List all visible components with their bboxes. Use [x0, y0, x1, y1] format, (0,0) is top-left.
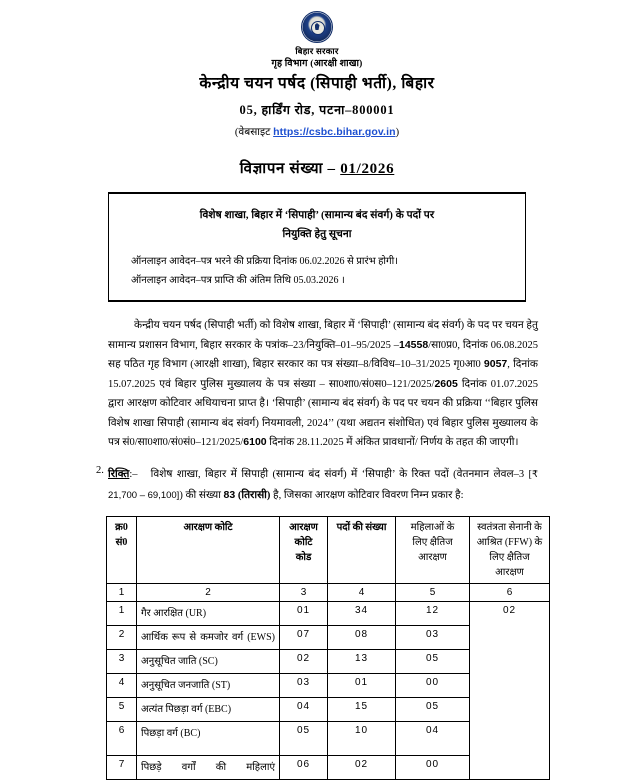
row-category: अनुसूचित जाति (SC): [137, 650, 280, 674]
table-column-number-row: [107, 584, 550, 602]
colnum-2: 2: [137, 584, 280, 602]
para1-segment-e: दिनांक 28.11.2025 में अंकित प्रावधानों/ निर्णय के तहत की जाएगी।: [266, 437, 519, 448]
website-close-paren: ): [395, 127, 400, 138]
row-serial: 5: [107, 698, 137, 722]
row-posts: 10: [328, 722, 396, 756]
header-reservation-category: आरक्षण कोटि: [137, 517, 280, 584]
row-category: पिछड़ा वर्ग (BC): [137, 722, 280, 756]
para2-segment-b: ) की संख्या: [179, 489, 224, 501]
row-category: अत्यंत पिछड़ा वर्ग (EBC): [137, 698, 280, 722]
para2-segment-a: विशेष शाखा, बिहार में सिपाही (सामान्य बंद संवर्ग) में ‘सिपाही’ के रिक्त पदों (वेतनमान लेवल–3 [: [150, 468, 532, 480]
row-category: अनुसूचित जनजाति (ST): [137, 674, 280, 698]
row-posts: 34: [328, 602, 396, 626]
header-women-line-2: लिए क्षैतिज: [412, 537, 453, 548]
paragraph-two-wrapper: [96, 464, 539, 506]
row-code: 06: [280, 756, 328, 780]
row-serial: 4: [107, 674, 137, 698]
colnum-1: 1: [107, 584, 137, 602]
para1-segment-c: , दिनांक 15.07.2025 एवं बिहार पुलिस मुख्यालय के पत्र संख्या – सा0शा0/सं0स0–121/2025/: [108, 359, 538, 390]
vacancy-table-wrapper: [106, 516, 543, 780]
emblem-core-shape: [315, 23, 320, 30]
para2-segment-c: है, जिसका आरक्षण कोटिवार विवरण निम्न प्रकार है:: [270, 489, 464, 501]
row-code: 03: [280, 674, 328, 698]
header-code-line-2: कोटि: [294, 537, 313, 548]
row-women: 05: [396, 698, 470, 722]
colnum-5: 5: [396, 584, 470, 602]
advertisement-value: 01/2026: [340, 161, 395, 177]
para1-letter-number-3: 2605: [434, 377, 458, 390]
department-name: गृह विभाग (आरक्षी शाखा): [271, 59, 363, 69]
vacancy-dash: :–: [129, 468, 138, 480]
notice-start-date-line: ऑनलाइन आवेदन–पत्र भरने की प्रक्रिया दिनांक 06.02.2026 से प्रारंभ होगी।: [131, 256, 399, 267]
row-posts: 02: [328, 756, 396, 780]
pay-scale-value: ₹ 21,700 – 69,100]: [108, 468, 539, 501]
header-women-line-3: आरक्षण: [418, 552, 447, 563]
para1-segment-d: दिनांक 01.07.2025 द्वारा आरक्षण कोटिवार अधियाचना प्राप्त है। ‘सिपाही’ (सामान्य बंद संवर्ग) के पद पर चयन की प्रक्रिया ‘‘बिहार पुलिस विशेष शाखा सिपाही (सामान्य बंद संवर्ग) नियमावली, 2024’’ (यथा अद्यतन संशोधित) एवं बिहार पुलिस मुख्यालय के पत्र सं0/सा0शा0/सं0सं0–121/2025/: [108, 378, 539, 448]
notice-end-date-line: ऑनलाइन आवेदन–पत्र प्राप्ति की अंतिम तिथि 05.03.2026 ।: [131, 275, 345, 286]
table-row: [107, 602, 550, 626]
advertisement-label: विज्ञापन संख्या –: [239, 161, 336, 177]
header-code-line-3: कोड: [295, 552, 312, 563]
para1-segment-a: केन्द्रीय चयन पर्षद (सिपाही भर्ती) को विशेष शाखा, बिहार में ‘सिपाही’ (सामान्य बंद संवर्ग) के पद पर चयन हेतु सामान्य प्रशासन विभाग, बिहार सरकार के पत्रांक–23/नियुक्ति–01–95/2025 –: [108, 320, 538, 351]
row-category: गैर आरक्षित (UR): [137, 602, 280, 626]
header-ffw-line-1: स्वतंत्रता सेनानी के: [477, 522, 542, 533]
colnum-6: 6: [470, 584, 550, 602]
row-posts: 15: [328, 698, 396, 722]
paragraph-two: [108, 465, 538, 506]
header-women-horizontal-reservation: [396, 517, 470, 584]
colnum-3: 3: [280, 584, 328, 602]
row-code: 05: [280, 722, 328, 756]
para1-segment-b: /सा0प्र0, दिनांक 06.08.2025 सह पठित गृह विभाग (आरक्षी शाखा), बिहार सरकार का पत्र संख्या–8/विविध–10–31/2025 गृ0आ0: [108, 339, 538, 370]
row-women: 00: [396, 674, 470, 698]
header-serial-number: [107, 517, 137, 584]
row-women: 12: [396, 602, 470, 626]
row-serial: 7: [107, 756, 137, 780]
total-vacancy-count: 83: [223, 488, 236, 501]
row-serial: 2: [107, 626, 137, 650]
vacancy-table: [106, 516, 550, 780]
header-number-of-posts: पदों की संख्या: [328, 517, 396, 584]
board-name: केन्द्रीय चयन पर्षद (सिपाही भर्ती), बिहार: [199, 75, 435, 92]
row-code: 07: [280, 626, 328, 650]
row-code: 02: [280, 650, 328, 674]
emblem-container: [0, 10, 634, 44]
row-serial: 1: [107, 602, 137, 626]
table-header-row: [107, 517, 550, 584]
website-link[interactable]: https://csbc.bihar.gov.in: [273, 126, 396, 138]
para1-letter-number-2: 9057: [483, 358, 508, 370]
row-posts: 01: [328, 674, 396, 698]
row-women: 05: [396, 650, 470, 674]
paragraph-one: [108, 316, 538, 453]
office-address: 05, हार्डिंग रोड, पटना–800001: [239, 103, 395, 117]
colnum-4: 4: [328, 584, 396, 602]
row-serial: 6: [107, 722, 137, 756]
website-label: (वेबसाइट: [234, 127, 271, 138]
paragraph-two-number: 2.: [96, 464, 104, 476]
header-ffw-line-2: आश्रित (FFW) के: [476, 537, 543, 548]
document-header: [0, 0, 634, 142]
vacancy-label: रिक्ति: [108, 468, 130, 480]
header-serial-line-1: क्र0: [115, 522, 128, 533]
bihar-government-emblem-icon: [301, 11, 333, 43]
ffw-reservation-value: 02: [470, 602, 550, 780]
row-code: 01: [280, 602, 328, 626]
row-women: 03: [396, 626, 470, 650]
row-serial: 3: [107, 650, 137, 674]
row-posts: 08: [328, 626, 396, 650]
row-women: 04: [396, 722, 470, 756]
header-serial-line-2: सं0: [115, 537, 128, 548]
row-posts: 13: [328, 650, 396, 674]
row-category: आर्थिक रूप से कमजोर वर्ग (EWS): [137, 626, 280, 650]
total-vacancy-count-words: (तिरासी): [237, 489, 271, 501]
notice-title-line-1: विशेष शाखा, बिहार में ‘सिपाही’ (सामान्य बंद संवर्ग) के पदों पर: [199, 210, 435, 221]
para1-letter-number-1: 14558: [398, 338, 429, 351]
para1-letter-number-4: 6100: [243, 436, 267, 448]
notice-box: [108, 192, 526, 302]
row-category: पिछड़े वर्गों की महिलाएं: [137, 756, 280, 780]
header-category-code: [280, 517, 328, 584]
advertisement-number: [0, 158, 634, 178]
header-code-line-1: आरक्षण: [289, 522, 318, 533]
header-ffw-line-3: लिए क्षैतिज आरक्षण: [489, 552, 530, 578]
row-women: 00: [396, 756, 470, 780]
header-women-line-1: महिलाओं के: [410, 522, 455, 533]
notice-title-line-2: नियुक्ति हेतु सूचना: [282, 229, 352, 240]
header-ffw-horizontal-reservation: [470, 517, 550, 584]
website-line: [0, 123, 634, 142]
government-name: बिहार सरकार: [295, 46, 339, 56]
row-code: 04: [280, 698, 328, 722]
